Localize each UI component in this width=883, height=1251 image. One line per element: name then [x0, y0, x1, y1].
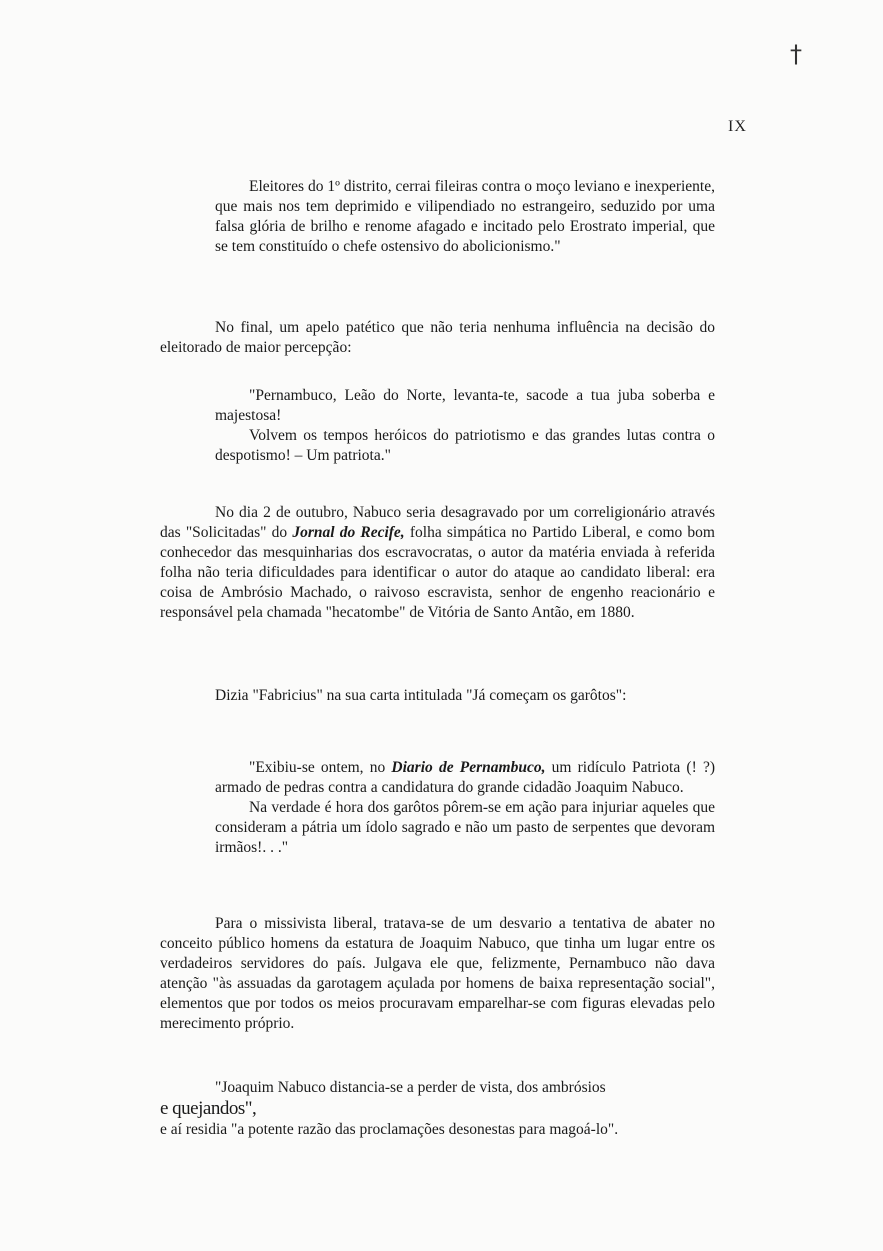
paragraph-joaquim-line1: "Joaquim Nabuco distancia-se a perder de vista, dos ambrósios — [215, 1079, 606, 1096]
paragraph-missivista — [160, 914, 715, 1034]
paragraph-fabricius — [160, 686, 715, 706]
quote-pernambuco-line2: Volvem os tempos heróicos do patriotismo e das grandes lutas contra o despotismo! – Um patriota." — [215, 427, 715, 464]
page-number: IX — [728, 118, 747, 135]
paragraph-missivista-text: Para o missivista liberal, tratava-se de um desvario a tentativa de abater no conceito público homens da estatura de Joaquim Nabuco, que tinha um lugar entre os verdadeiros servidores do país. Julgava ele que, felizmente, Pernambuco não dava atenção "às assuadas da garotagem açulada por homens de baixa representação social", elementos que por todos os meios procuravam emparelhar-se com figuras elevadas pelo merecimento próprio. — [160, 915, 715, 1032]
diario-title: Diario de Pernambuco, — [391, 759, 546, 776]
margin-mark: † — [790, 40, 802, 68]
quote-exibiu-part1: "Exibiu-se ontem, no — [249, 759, 392, 776]
journal-title: Jornal do Recife, — [292, 524, 405, 541]
paragraph-joaquim-line3: e aí residia "a potente razão das proclamações desonestas para magoá-lo". — [160, 1121, 619, 1138]
quote-exibiu-text — [215, 758, 715, 798]
quote-eleitores — [215, 177, 715, 257]
quote-exibiu — [215, 758, 715, 858]
quote-pernambuco — [215, 386, 715, 466]
paragraph-outubro-text — [160, 503, 715, 623]
quote-eleitores-text: Eleitores do 1º distrito, cerrai fileiras contra o moço leviano e inexperiente, que mais nos tem deprimido e vilipendiado no estrangeiro, seduzido por uma falsa glória de brilho e renome afagado e incitado pelo Erostrato imperial, que se tem constituído o chefe ostensivo do abolicionismo." — [215, 178, 715, 255]
paragraph-outubro-part2: folha simpática no Partido Liberal, e como bom conhecedor das mesquinharias dos escravocratas, o autor da matéria enviada à referida folha não teria dificuldades para identificar o autor do ataque ao candidato liberal: era coisa de Ambrósio Machado, o raivoso escravista, senhor de engenho reacionário e responsável pela chamada "hecatombe" de Vitória de Santo Antão, em 1880. — [160, 524, 715, 621]
paragraph-final — [160, 318, 715, 358]
paragraph-joaquim — [160, 1078, 715, 1140]
paragraph-final-text: No final, um apelo patético que não teria nenhuma influência na decisão do eleitorado de maior percepção: — [160, 319, 715, 356]
paragraph-joaquim-line2: e quejandos", — [160, 1098, 257, 1119]
paragraph-outubro — [160, 503, 715, 623]
quote-pernambuco-line1: "Pernambuco, Leão do Norte, levanta-te, sacode a tua juba soberba e majestosa! — [215, 387, 715, 424]
paragraph-outubro-part1: No dia 2 de outubro, Nabuco seria desagravado por um correligionário através das "Solicitadas" do — [160, 504, 715, 541]
quote-exibiu-part2: um ridículo Patriota (! ?) armado de pedras contra a candidatura do grande cidadão Joaquim Nabuco. — [215, 759, 715, 796]
quote-exibiu-line2: Na verdade é hora dos garôtos pôrem-se em ação para injuriar aqueles que consideram a pátria um ídolo sagrado e não um pasto de serpentes que devoram irmãos!. . ." — [215, 799, 715, 856]
paragraph-fabricius-text: Dizia "Fabricius" na sua carta intitulada "Já começam os garôtos": — [215, 687, 627, 704]
